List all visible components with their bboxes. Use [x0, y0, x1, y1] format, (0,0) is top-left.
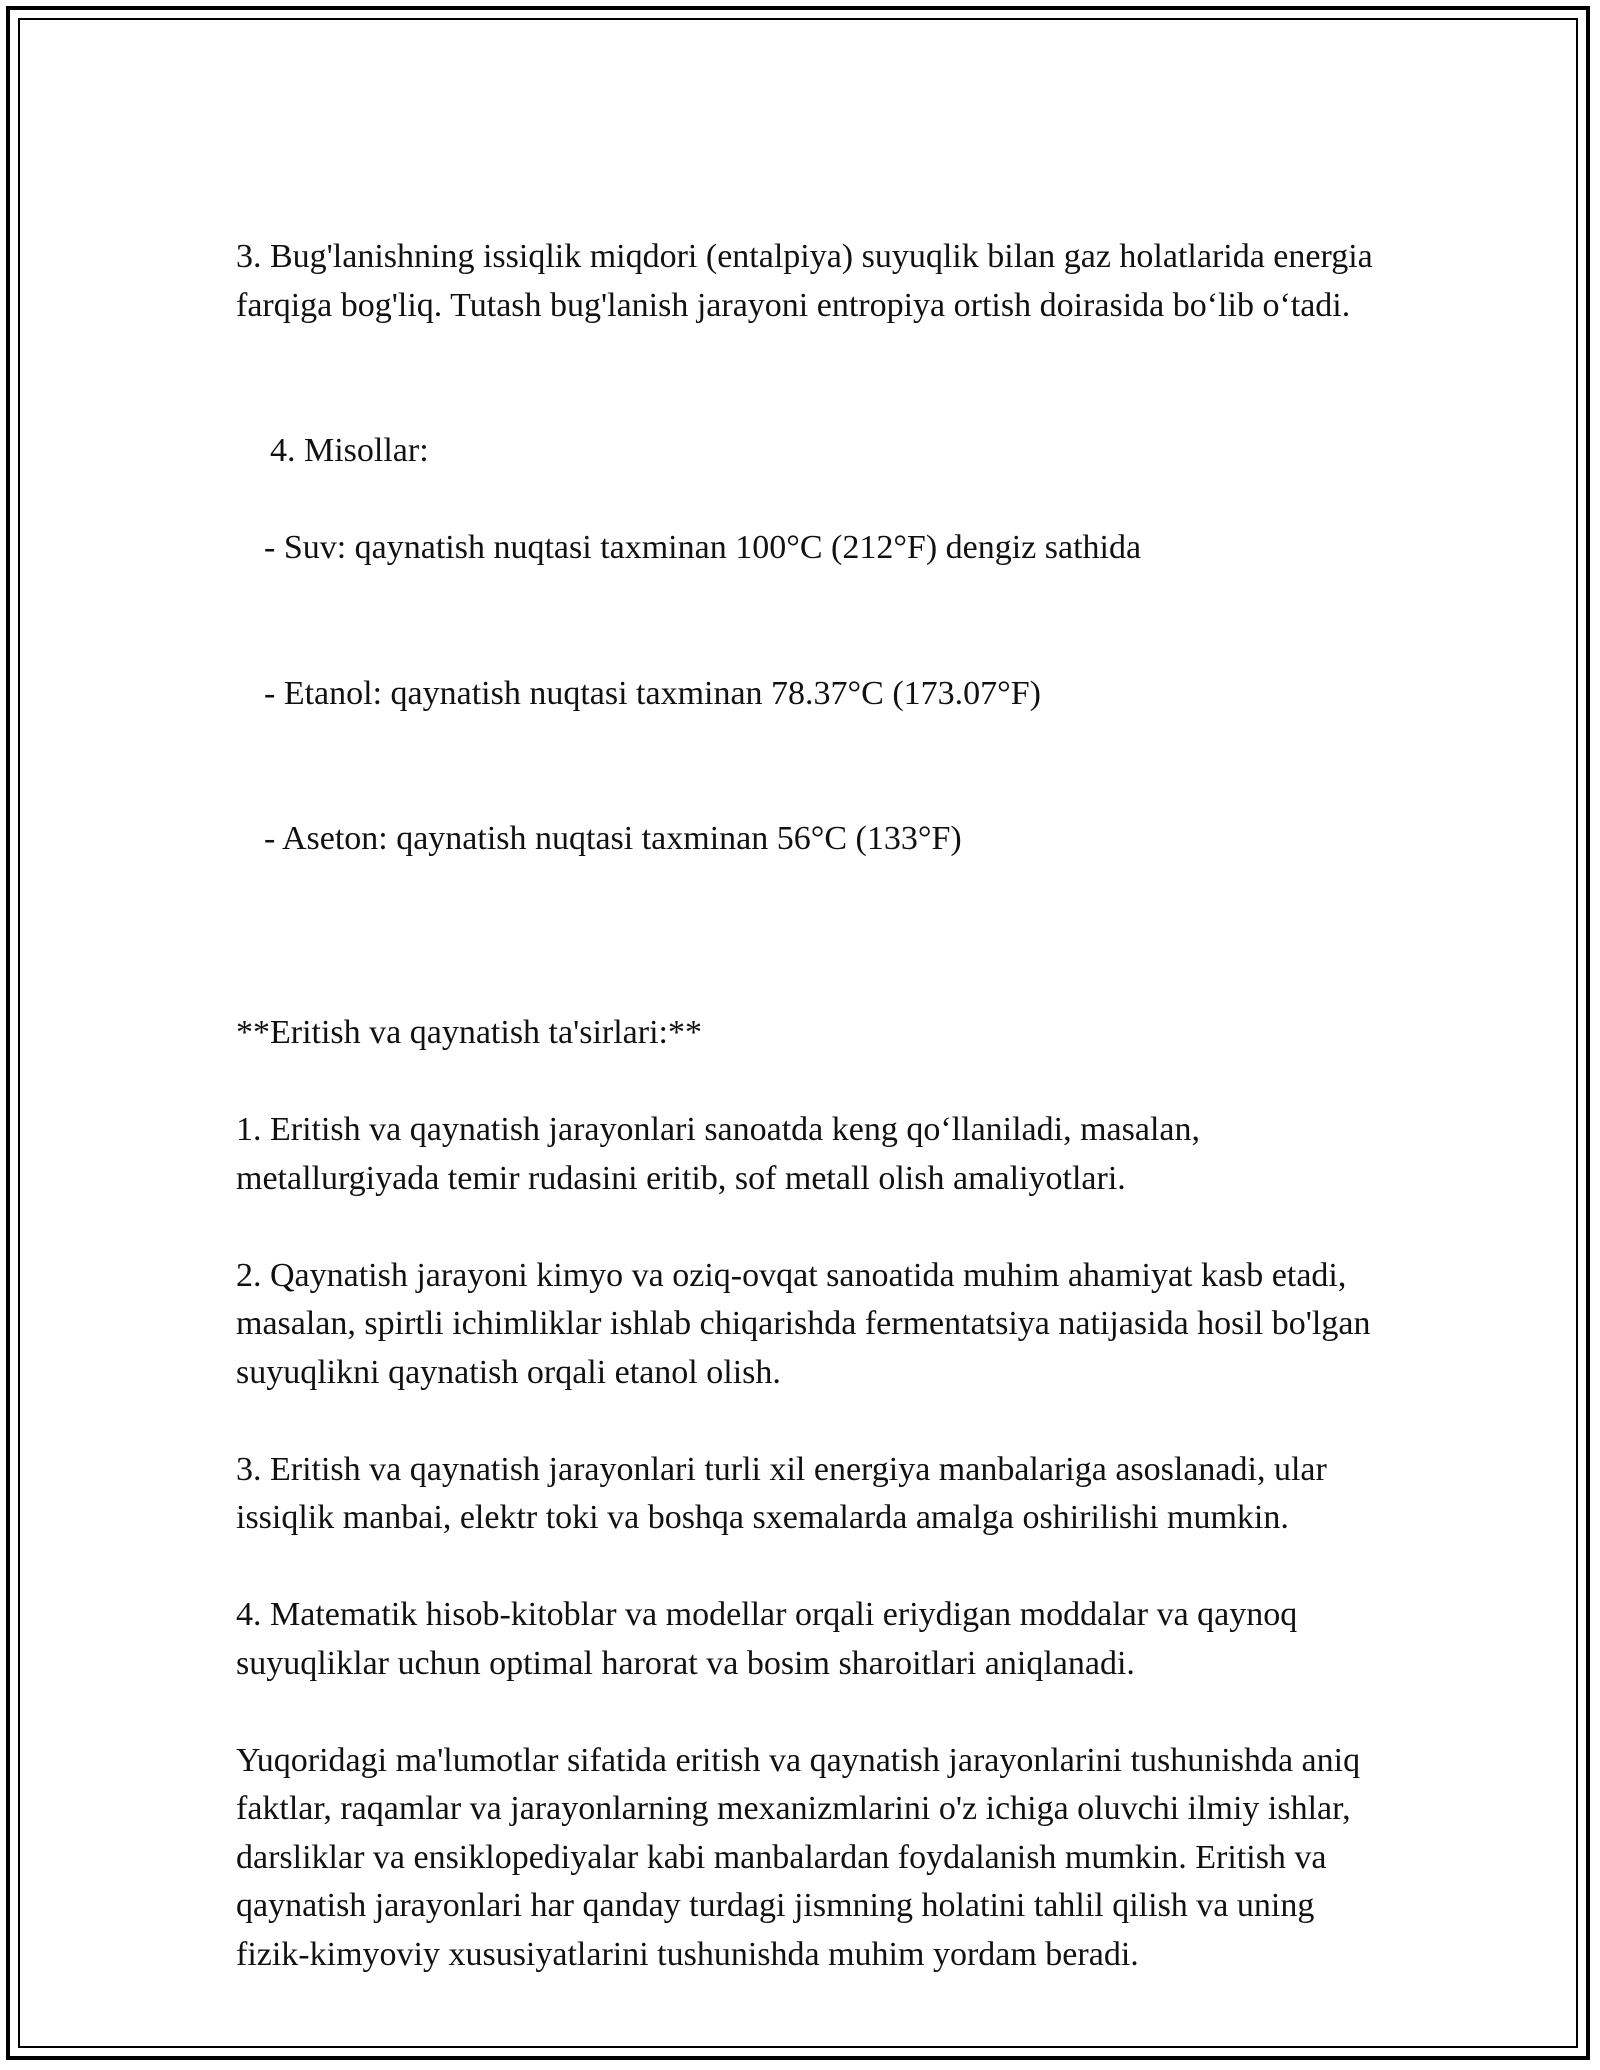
list-item-ethanol: - Etanol: qaynatish nuqtasi taxminan 78.37°C (173.07°F)	[264, 674, 1041, 712]
examples-heading: 4. Misollar:	[270, 432, 429, 469]
section-heading-effects: **Eritish va qaynatish ta'sirlari:**	[236, 1014, 702, 1051]
paragraph-industry: 1. Eritish va qaynatish jarayonlari sanoatda keng qo‘llaniladi, masalan, metallurgiyada temir rudasini eritib, sof metall olish amaliyotlari.	[236, 1111, 1209, 1197]
paragraph-food-chemistry: 2. Qaynatish jarayoni kimyo va oziq-ovqat sanoatida muhim ahamiyat kasb etadi, masalan, spirtli ichimliklar ishlab chiqarishda fermentatsiya natijasida hosil bo'lgan suyuqlikni qaynatish orqali etanol olish.	[236, 1256, 1379, 1391]
list-item-water: - Suv: qaynatish nuqtasi taxminan 100°C (212°F) dengiz sathida	[264, 529, 1142, 566]
document-body	[236, 233, 1382, 1979]
list-item-acetone: - Aseton: qaynatish nuqtasi taxminan 56°C (133°F)	[264, 820, 962, 857]
paragraph-conclusion: Yuqoridagi ma'lumotlar sifatida eritish va qaynatish jarayonlarini tushunishda aniq faktlar, raqamlar va jarayonlarning mexanizmlarini o'z ichiga oluvchi ilmiy ishlar, darsliklar va ensiklopediyalar kabi manbalardan foydalanish mumkin. Eritish va qaynatish jarayonlari har qanday turdagi jismning holatini tahlil qilish va uning fizik-kimyoviy xususiyatlarini tushunishda muhim yordam beradi.	[236, 1741, 1369, 1973]
paragraph-energy-sources: 3. Eritish va qaynatish jarayonlari turli xil energiya manbalariga asoslanadi, ular issiqlik manbai, elektr toki va boshqa sxemalarda amalga oshirilishi mumkin.	[236, 1450, 1336, 1536]
paragraph-math-models: 4. Matematik hisob-kitoblar va modellar orqali eriydigan moddalar va qaynoq suyuqliklar uchun optimal harorat va bosim sharoitlari aniqlanadi.	[236, 1596, 1306, 1682]
examples-list	[236, 379, 1376, 961]
paragraph-enthalpy: 3. Bug'lanishning issiqlik miqdori (entalpiya) suyuqlik bilan gaz holatlarida energia farqiga bog'liq. Tutash bug'lanish jarayoni entropiya ortish doirasida bo‘lib o‘tadi.	[236, 238, 1382, 324]
